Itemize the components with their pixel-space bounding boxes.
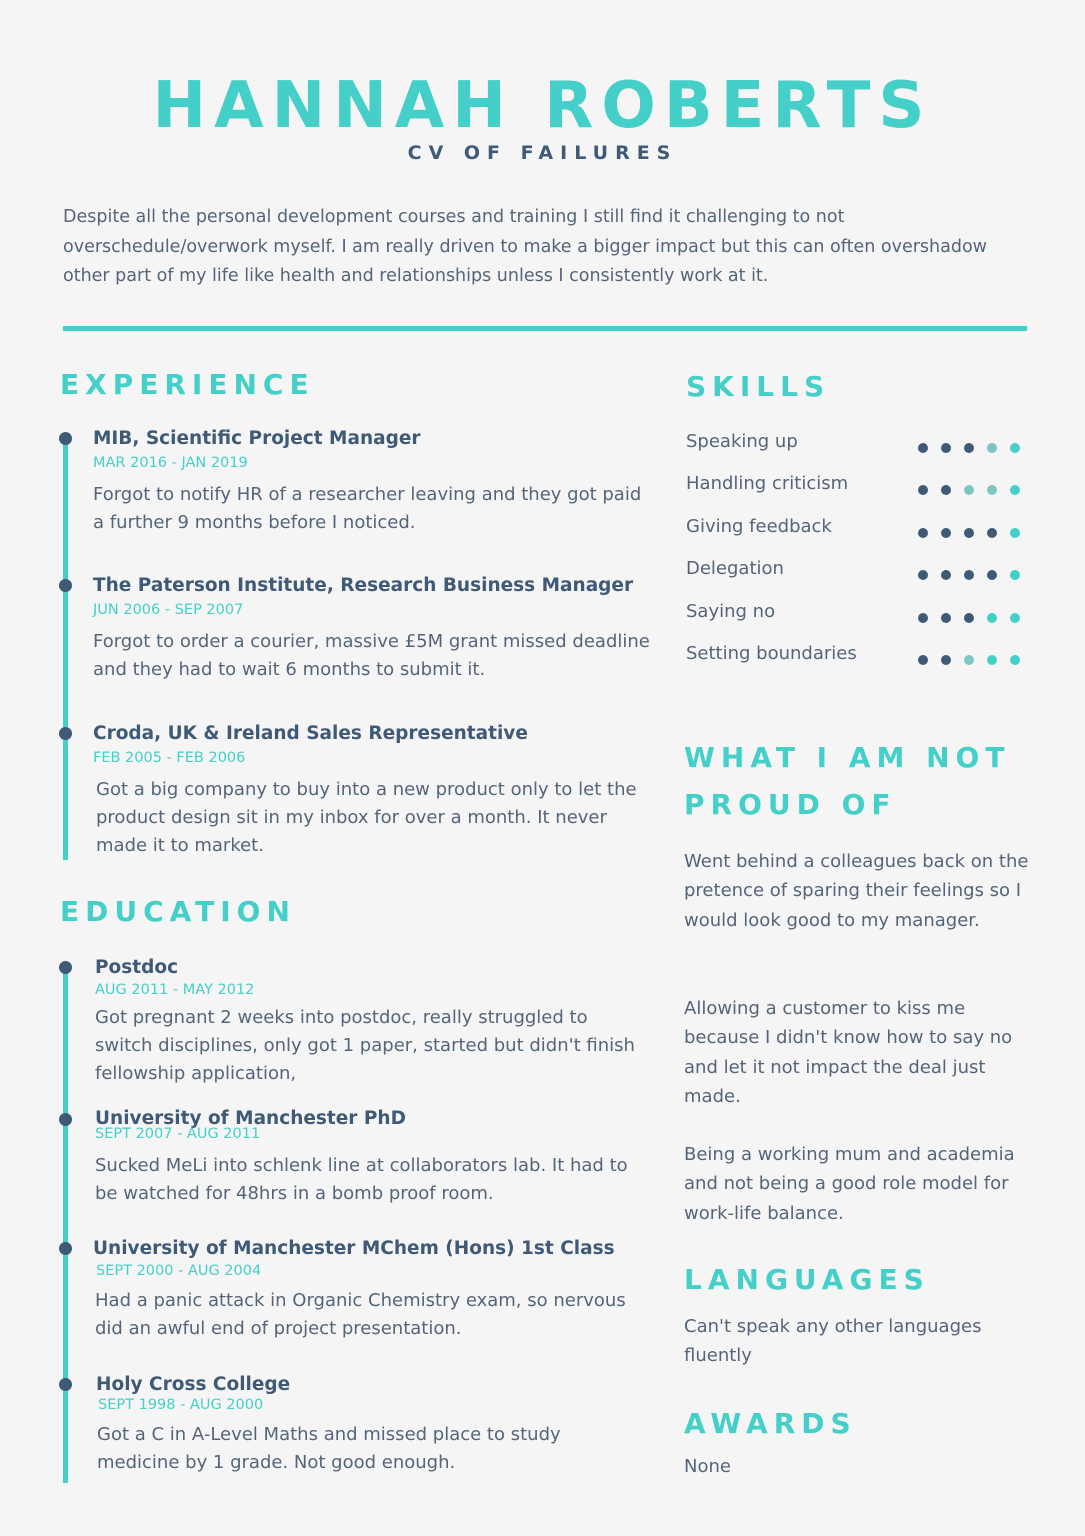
rating-dot [987, 570, 997, 580]
not-proud-item: Went behind a colleagues back on the pretence of sparing their feelings so I would look good to my manager. [684, 851, 1029, 931]
languages-text: Can't speak any other languages fluently [684, 1316, 982, 1367]
timeline-dot [59, 1378, 72, 1391]
experience-title: EXPERIENCE [60, 368, 315, 401]
rating-dot [987, 655, 997, 665]
skill-rating [905, 608, 1020, 618]
not-proud-title-line: PROUD OF [684, 788, 897, 821]
skill-row [686, 427, 1026, 457]
timeline-dot [59, 1113, 72, 1126]
not-proud-item: Allowing a customer to kiss me because I didn't know how to say no and let it not impact the deal just made. [684, 998, 1013, 1107]
entry-title: The Paterson Institute, Research Business Manager [93, 575, 634, 596]
skill-label: Setting boundaries [686, 643, 857, 664]
rating-dot [987, 528, 997, 538]
rating-dot [918, 443, 928, 453]
skill-row [686, 469, 1026, 499]
rating-dot [1010, 485, 1020, 495]
skill-row [686, 512, 1026, 542]
skill-rating [905, 438, 1020, 448]
education-title: EDUCATION [60, 895, 296, 928]
education-entry [93, 1237, 643, 1343]
entry-date: AUG 2011 - MAY 2012 [95, 982, 255, 998]
rating-dot [964, 613, 974, 623]
entry-date: JUN 2006 - SEP 2007 [93, 602, 244, 618]
rating-dot [918, 655, 928, 665]
skills-title: SKILLS [686, 370, 831, 403]
timeline-dot [59, 1242, 72, 1255]
entry-title: University of Manchester PhD [95, 1108, 406, 1129]
skill-label: Speaking up [686, 431, 798, 452]
education-entry [95, 1108, 645, 1208]
languages-title: LANGUAGES [684, 1263, 930, 1296]
cv-summary: Despite all the personal development courses and training I still find it challenging to not overschedule/overwork myself. I am really driven to make a bigger impact but this can often overshadow other part of my life like health and relationships unless I consistently work at it. [63, 207, 987, 286]
entry-title: University of Manchester MChem (Hons) 1st Class [93, 1238, 615, 1259]
experience-entry [93, 427, 643, 537]
entry-description: Forgot to order a courier, massive £5M grant missed deadline and they had to wait 6 months to submit it. [93, 631, 650, 680]
header-divider [63, 326, 1027, 331]
rating-dot [941, 485, 951, 495]
rating-dot [941, 655, 951, 665]
education-entry [96, 1373, 646, 1477]
rating-dot [987, 485, 997, 495]
experience-timeline [63, 440, 68, 860]
rating-dot [1010, 613, 1020, 623]
awards-text: None [684, 1456, 731, 1477]
entry-date: MAR 2016 - JAN 2019 [93, 455, 248, 471]
entry-title: MIB, Scientific Project Manager [93, 428, 421, 449]
rating-dot [918, 485, 928, 495]
not-proud-item: Being a working mum and academia and not being a good role model for work-life balance. [684, 1144, 1015, 1224]
skill-rating [905, 523, 1020, 533]
entry-date: SEPT 2007 - AUG 2011 [95, 1126, 261, 1142]
skill-label: Giving feedback [686, 516, 832, 537]
entry-description: Got pregnant 2 weeks into postdoc, really struggled to switch disciplines, only got 1 paper, started but didn't finish fellowship application, [95, 1007, 635, 1084]
skill-rating [905, 565, 1020, 575]
timeline-dot [59, 432, 72, 445]
skill-rating [905, 650, 1020, 660]
skill-label: Saying no [686, 601, 776, 622]
timeline-dot [59, 579, 72, 592]
rating-dot [918, 528, 928, 538]
entry-description: Got a C in A-Level Maths and missed place to study medicine by 1 grade. Not good enough. [97, 1424, 561, 1473]
education-timeline [63, 968, 68, 1483]
rating-dot [964, 485, 974, 495]
rating-dot [964, 570, 974, 580]
rating-dot [941, 613, 951, 623]
education-entry [95, 956, 645, 1088]
rating-dot [918, 570, 928, 580]
rating-dot [941, 570, 951, 580]
entry-date: FEB 2005 - FEB 2006 [93, 750, 246, 766]
awards-title: AWARDS [684, 1407, 857, 1440]
entry-date: SEPT 2000 - AUG 2004 [96, 1263, 262, 1279]
rating-dot [987, 443, 997, 453]
rating-dot [1010, 528, 1020, 538]
entry-description: Sucked MeLi into schlenk line at collaborators lab. It had to be watched for 48hrs in a bomb proof room. [95, 1155, 628, 1204]
not-proud-title [684, 734, 1010, 828]
rating-dot [964, 528, 974, 538]
skill-row [686, 597, 1026, 627]
entry-date: SEPT 1998 - AUG 2000 [98, 1397, 264, 1413]
entry-description: Got a big company to buy into a new product only to let the product design sit in my inbox for over a month. It never made it to market. [96, 779, 637, 856]
rating-dot [1010, 443, 1020, 453]
rating-dot [964, 443, 974, 453]
timeline-dot [59, 961, 72, 974]
rating-dot [941, 443, 951, 453]
experience-entry [93, 722, 653, 860]
entry-title: Croda, UK & Ireland Sales Representative [93, 723, 528, 744]
rating-dot [918, 613, 928, 623]
skill-row [686, 639, 1026, 669]
entry-description: Had a panic attack in Organic Chemistry exam, so nervous did an awful end of project presentation. [95, 1290, 626, 1339]
cv-subtitle: CV OF FAILURES [407, 142, 678, 164]
experience-entry [93, 574, 653, 684]
skill-label: Handling criticism [686, 473, 849, 494]
entry-title: Holy Cross College [96, 1374, 291, 1395]
rating-dot [941, 528, 951, 538]
rating-dot [1010, 570, 1020, 580]
rating-dot [964, 655, 974, 665]
skill-label: Delegation [686, 558, 784, 579]
rating-dot [987, 613, 997, 623]
cv-name: HANNAH ROBERTS [152, 69, 933, 143]
entry-description: Forgot to notify HR of a researcher leaving and they got paid a further 9 months before I noticed. [93, 484, 642, 533]
not-proud-title-line: WHAT I AM NOT [684, 741, 1011, 774]
skill-row [686, 554, 1026, 584]
rating-dot [1010, 655, 1020, 665]
entry-title: Postdoc [95, 957, 179, 978]
skill-rating [905, 480, 1020, 490]
timeline-dot [59, 727, 72, 740]
